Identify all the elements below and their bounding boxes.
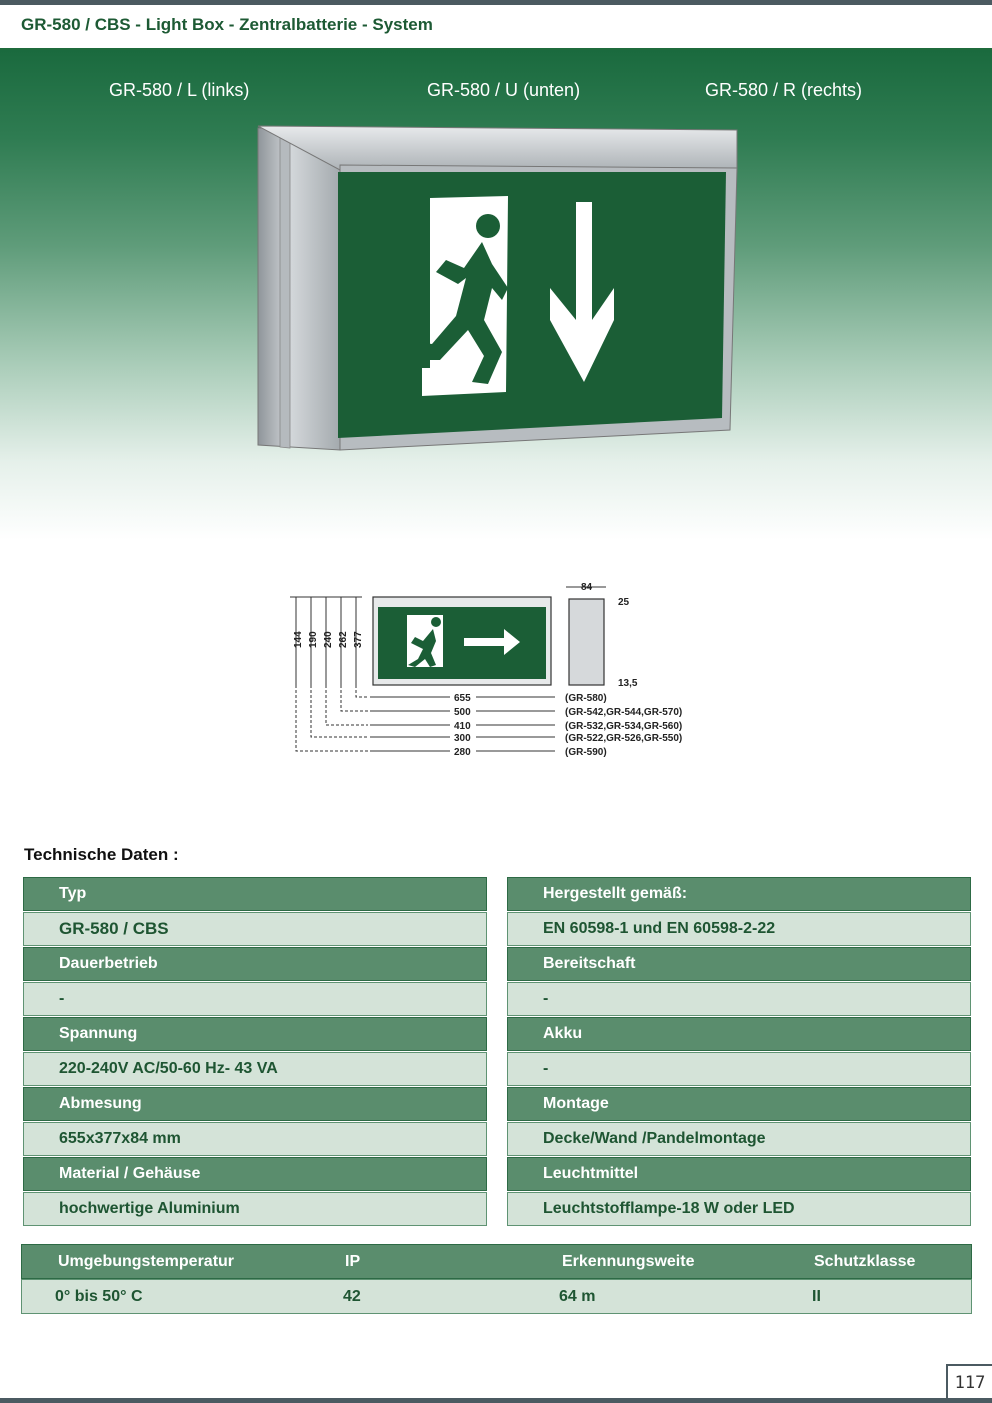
spec-value-bereitschaft: - — [507, 982, 971, 1016]
height-label-144: 144 — [293, 631, 304, 648]
value-erkennungsweite: 64 m — [559, 1287, 596, 1305]
header-umgebungstemperatur: Umgebungstemperatur — [58, 1252, 235, 1270]
height-label-240: 240 — [323, 631, 334, 648]
header-schutzklasse: Schutzklasse — [814, 1252, 916, 1270]
model-label-1: (GR-542,GR-544,GR-570) — [565, 707, 683, 718]
spec-label-hergestellt: Hergestellt gemäß: — [507, 877, 971, 911]
product-hero — [0, 50, 992, 540]
tech-data-heading: Technische Daten : — [24, 845, 179, 864]
page-number: 117 — [946, 1364, 992, 1399]
depth-label: 84 — [581, 582, 593, 593]
spec-value-leuchtmittel: Leuchtstofflampe-18 W oder LED — [507, 1192, 971, 1226]
width-label-410: 410 — [454, 721, 471, 732]
dimension-drawing — [280, 575, 700, 765]
spec-value-dauerbetrieb: - — [23, 982, 487, 1016]
bottom-table-header — [21, 1244, 972, 1279]
spec-label-typ: Typ — [23, 877, 487, 911]
width-label-280: 280 — [454, 747, 471, 758]
value-umgebungstemperatur: 0° bis 50° C — [55, 1287, 143, 1305]
spec-label-montage: Montage — [507, 1087, 971, 1121]
spec-label-abmesung: Abmesung — [23, 1087, 487, 1121]
spec-label-material: Material / Gehäuse — [23, 1157, 487, 1191]
variant-down-label: GR-580 / U (unten) — [427, 80, 581, 100]
spec-value-hergestellt: EN 60598-1 und EN 60598-2-22 — [507, 912, 971, 946]
model-label-3: (GR-522,GR-526,GR-550) — [565, 733, 683, 744]
header-erkennungsweite: Erkennungsweite — [562, 1252, 695, 1270]
bottom-offset-label: 13,5 — [618, 678, 638, 689]
bottom-border — [0, 1398, 992, 1403]
header-ip: IP — [345, 1252, 361, 1270]
spec-label-leuchtmittel: Leuchtmittel — [507, 1157, 971, 1191]
width-label-500: 500 — [454, 707, 471, 718]
spec-label-akku: Akku — [507, 1017, 971, 1051]
spec-value-typ: GR-580 / CBS — [23, 912, 487, 946]
variant-left-label: GR-580 / L (links) — [109, 80, 250, 100]
page-title: GR-580 / CBS - Light Box - Zentralbatterie - System — [21, 15, 433, 34]
height-label-190: 190 — [308, 631, 319, 648]
spec-value-material: hochwertige Aluminium — [23, 1192, 487, 1226]
variant-right-label: GR-580 / R (rechts) — [705, 80, 863, 100]
spec-label-dauerbetrieb: Dauerbetrieb — [23, 947, 487, 981]
spec-value-abmesung: 655x377x84 mm — [23, 1122, 487, 1156]
height-label-262: 262 — [338, 631, 349, 648]
value-schutzklasse: II — [812, 1287, 821, 1305]
exit-sign-product-image — [250, 120, 745, 465]
height-label-377: 377 — [353, 631, 364, 648]
top-offset-label: 25 — [618, 597, 630, 608]
width-label-300: 300 — [454, 733, 471, 744]
top-border — [0, 0, 992, 5]
spec-value-montage: Decke/Wand /Pandelmontage — [507, 1122, 971, 1156]
spec-label-bereitschaft: Bereitschaft — [507, 947, 971, 981]
model-label-0: (GR-580) — [565, 693, 607, 704]
spec-value-akku: - — [507, 1052, 971, 1086]
spec-label-spannung: Spannung — [23, 1017, 487, 1051]
value-ip: 42 — [343, 1287, 361, 1305]
spec-value-spannung: 220-240V AC/50-60 Hz- 43 VA — [23, 1052, 487, 1086]
width-label-655: 655 — [454, 693, 471, 704]
bottom-table-values — [21, 1279, 972, 1314]
model-label-2: (GR-532,GR-534,GR-560) — [565, 721, 683, 732]
model-label-4: (GR-590) — [565, 747, 607, 758]
